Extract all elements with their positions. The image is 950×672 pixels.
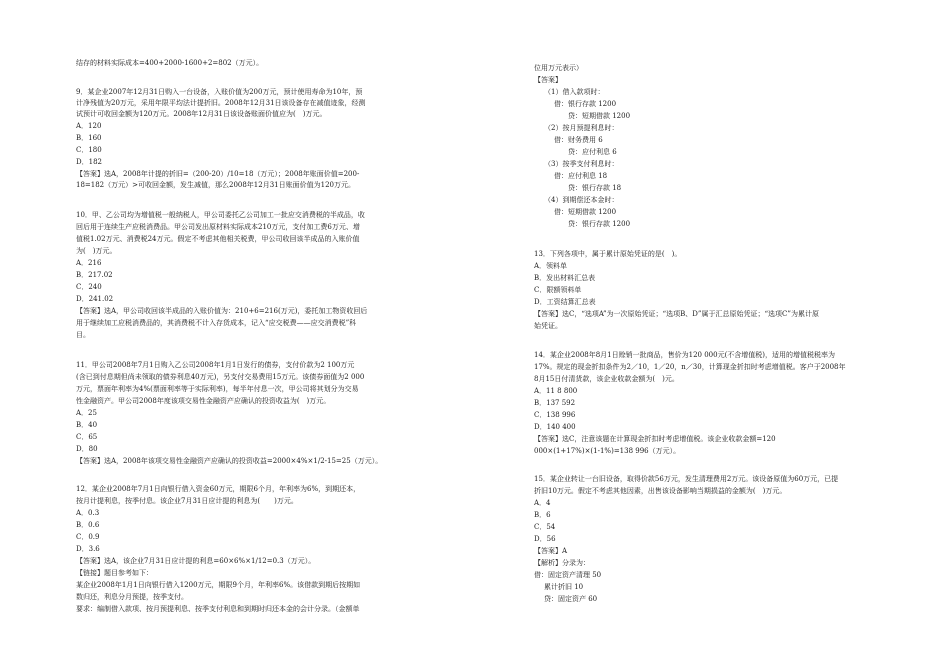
- option-a: A．0.3: [76, 509, 100, 517]
- text-line: 值税1.02万元、消费税24万元。假定不考虑其他相关税费，甲公司收回该半成品的入账价值: [76, 235, 360, 243]
- text-line: 折旧10万元。假定不考虑其他因素，出售该设备影响当期损益的金额为( )万元。: [534, 487, 787, 495]
- question-10: 10．甲、乙公司均为增值税一般纳税人，甲公司委托乙公司加工一批应交消费税的半成品，收: [76, 211, 365, 219]
- option-b: B．40: [76, 421, 98, 429]
- journal-debit: 借：银行存款 1200: [554, 100, 617, 108]
- answer: 【答案】A: [534, 547, 568, 555]
- journal-debit: 累计折旧 10: [544, 583, 584, 591]
- text-line: 8月15日付清货款，该企业收款金额为( )元。: [534, 375, 679, 383]
- option-c: C．138 996: [534, 411, 576, 419]
- text-line: 17%。规定的现金折扣条件为2／10，1／20，n／30，计算现金折扣时考虑增值税。客户于2008年: [534, 363, 846, 371]
- question-12: 12．某企业2008年7月1日向银行借入资金60万元，期限6个月，年利率为6%，到期还本，: [76, 485, 361, 493]
- option-a: A．4: [534, 499, 551, 507]
- text-line: 性金融资产。甲公司2008年度该项交易性金融资产应确认的投资收益为( )万元。: [76, 397, 331, 405]
- answer: 【答案】选A，2008年该项交易性金融资产应确认的投资收益=2000×4%×1/2-15=25（万元）。: [76, 457, 383, 465]
- option-a: A．领料单: [534, 262, 568, 270]
- option-d: D．80: [76, 445, 98, 453]
- option-c: C．0.9: [76, 533, 100, 541]
- option-b: B．217.02: [76, 271, 113, 279]
- option-b: B．137 592: [534, 399, 576, 407]
- text-line: 试预计可收回金额为120万元。2008年12月31日该设备账面价值应为( )万元。: [76, 110, 327, 118]
- option-c: C．180: [76, 146, 102, 154]
- link-heading: 【链接】题目参考如下：: [76, 569, 153, 577]
- option-b: B．发出材料汇总表: [534, 274, 596, 282]
- text-line: 为( )万元。: [76, 247, 117, 255]
- option-d: D．182: [76, 158, 102, 166]
- option-b: B．160: [76, 134, 102, 142]
- option-a: A．120: [76, 122, 102, 130]
- option-a: A．216: [76, 259, 102, 267]
- option-c: C．65: [76, 433, 98, 441]
- answer-heading: 【答案】: [534, 76, 562, 84]
- question-15: 15．某企业转让一台旧设备，取得价款56万元，发生清理费用2万元。该设备原值为60万元，已提: [534, 475, 839, 483]
- text-line: 始凭证。: [534, 322, 562, 330]
- journal-credit: 贷：应付利息 6: [568, 148, 617, 156]
- answer: 【答案】选A，2008年计提的折旧=（200-20）/10=18（万元）；2008年账面价值=200-: [76, 170, 360, 178]
- journal-debit: 借：财务费用 6: [554, 136, 603, 144]
- text-line: 按月计提利息，按季付息。该企业7月31日应计提的利息为( )万元。: [76, 497, 298, 505]
- step-3: （3）按季支付利息时：: [544, 160, 619, 168]
- option-d: D．3.6: [76, 545, 100, 553]
- option-c: C．240: [76, 283, 102, 291]
- step-4: （4）到期偿还本金时：: [544, 196, 619, 204]
- text-line: 计净残值为20万元，采用年限平均法计提折旧。2008年12月31日该设备存在减值迹象，经测: [76, 99, 366, 107]
- journal-credit: 贷：银行存款 18: [568, 184, 622, 192]
- answer: 【答案】选A，甲公司收回该半成品的入账价值为：210+6=216(万元)，委托加工物资收回后: [76, 307, 368, 315]
- text-line: 000×(1+17%)×(1-1%)=138 996（万元）。: [534, 447, 681, 455]
- option-d: D．56: [534, 535, 556, 543]
- question-14: 14．某企业2008年8月1日赊销一批商品，售价为120 000元(不含增值税)，适用的增值税税率为: [534, 351, 836, 359]
- text-line: 回后用于连续生产应税消费品。甲公司发出原材料实际成本210万元，支付加工费6万元、增: [76, 223, 360, 231]
- text-line: 位用万元表示）: [534, 64, 583, 72]
- text-line: 用于继续加工应税消费品的，其消费税不计入存货成本，记入“应交税费——应交消费税”科: [76, 319, 357, 327]
- option-a: A．11 8 800: [534, 387, 578, 395]
- text-line: 要求：编制借入款项、按月预提利息、按季支付利息和到期时归还本金的会计分录。（金额单: [76, 605, 360, 613]
- option-c: C．限额领料单: [534, 286, 582, 294]
- step-1: （1）借入款项时：: [544, 88, 605, 96]
- journal-credit: 贷：固定资产 60: [544, 595, 598, 603]
- analysis-heading: 【解析】分录为：: [534, 559, 590, 567]
- answer: 【答案】选A，该企业7月31日应计提的利息=60×6%×1/12=0.3（万元）。: [76, 557, 316, 565]
- text-line: (含已到付息期但尚未领取的债券利息40万元)，另支付交易费用15万元。该债券面值为2 000: [76, 373, 365, 381]
- text-line: 万元，票面年利率为4%(票面利率等于实际利率)，每半年付息一次，甲公司将其划分为交易: [76, 385, 359, 393]
- journal-credit: 贷：银行存款 1200: [568, 220, 631, 228]
- text-line: 结存的材料实际成本=400+2000-1600+2=802（万元）。: [76, 59, 264, 67]
- option-c: C．54: [534, 523, 556, 531]
- journal-debit: 借：应付利息 18: [554, 172, 608, 180]
- text-line: 某企业2008年1月1日向银行借入1200万元，期限9个月，年利率6%。该借款到期后按期如: [76, 581, 361, 589]
- option-d: D．工资结算汇总表: [534, 298, 596, 306]
- answer: 【答案】选C，注意该题在计算现金折扣时考虑增值税。该企业收款金额=120: [534, 435, 776, 443]
- option-b: B．0.6: [76, 521, 100, 529]
- question-11: 11．甲公司2008年7月1日购入乙公司2008年1月1日发行的债券，支付价款为2 100万元: [76, 361, 355, 369]
- option-d: D．241.02: [76, 295, 114, 303]
- text-line: 目。: [76, 331, 90, 339]
- question-9: 9．某企业2007年12月31日购入一台设备，入账价值为200万元，预计使用寿命为10年，预: [76, 88, 363, 96]
- answer: 【答案】选C，“选项A”为一次原始凭证；“选项B、D”属于汇总原始凭证；“选项C”为累计原: [534, 310, 819, 318]
- journal-debit: 借：短期借款 1200: [554, 208, 617, 216]
- option-a: A．25: [76, 409, 97, 417]
- journal-credit: 贷：短期借款 1200: [568, 112, 631, 120]
- journal-debit: 借：固定资产清理 50: [534, 571, 602, 579]
- option-d: D．140 400: [534, 423, 576, 431]
- step-2: （2）按月预提利息时：: [544, 124, 619, 132]
- option-b: B．6: [534, 511, 551, 519]
- text-line: 18=182（万元）>可收回金额，发生减值，那么2008年12月31日账面价值为120万元。: [76, 181, 355, 189]
- question-13: 13．下列各项中，属于累计原始凭证的是( )。: [534, 250, 682, 258]
- text-line: 数归还，利息分月预提，按季支付。: [76, 593, 188, 601]
